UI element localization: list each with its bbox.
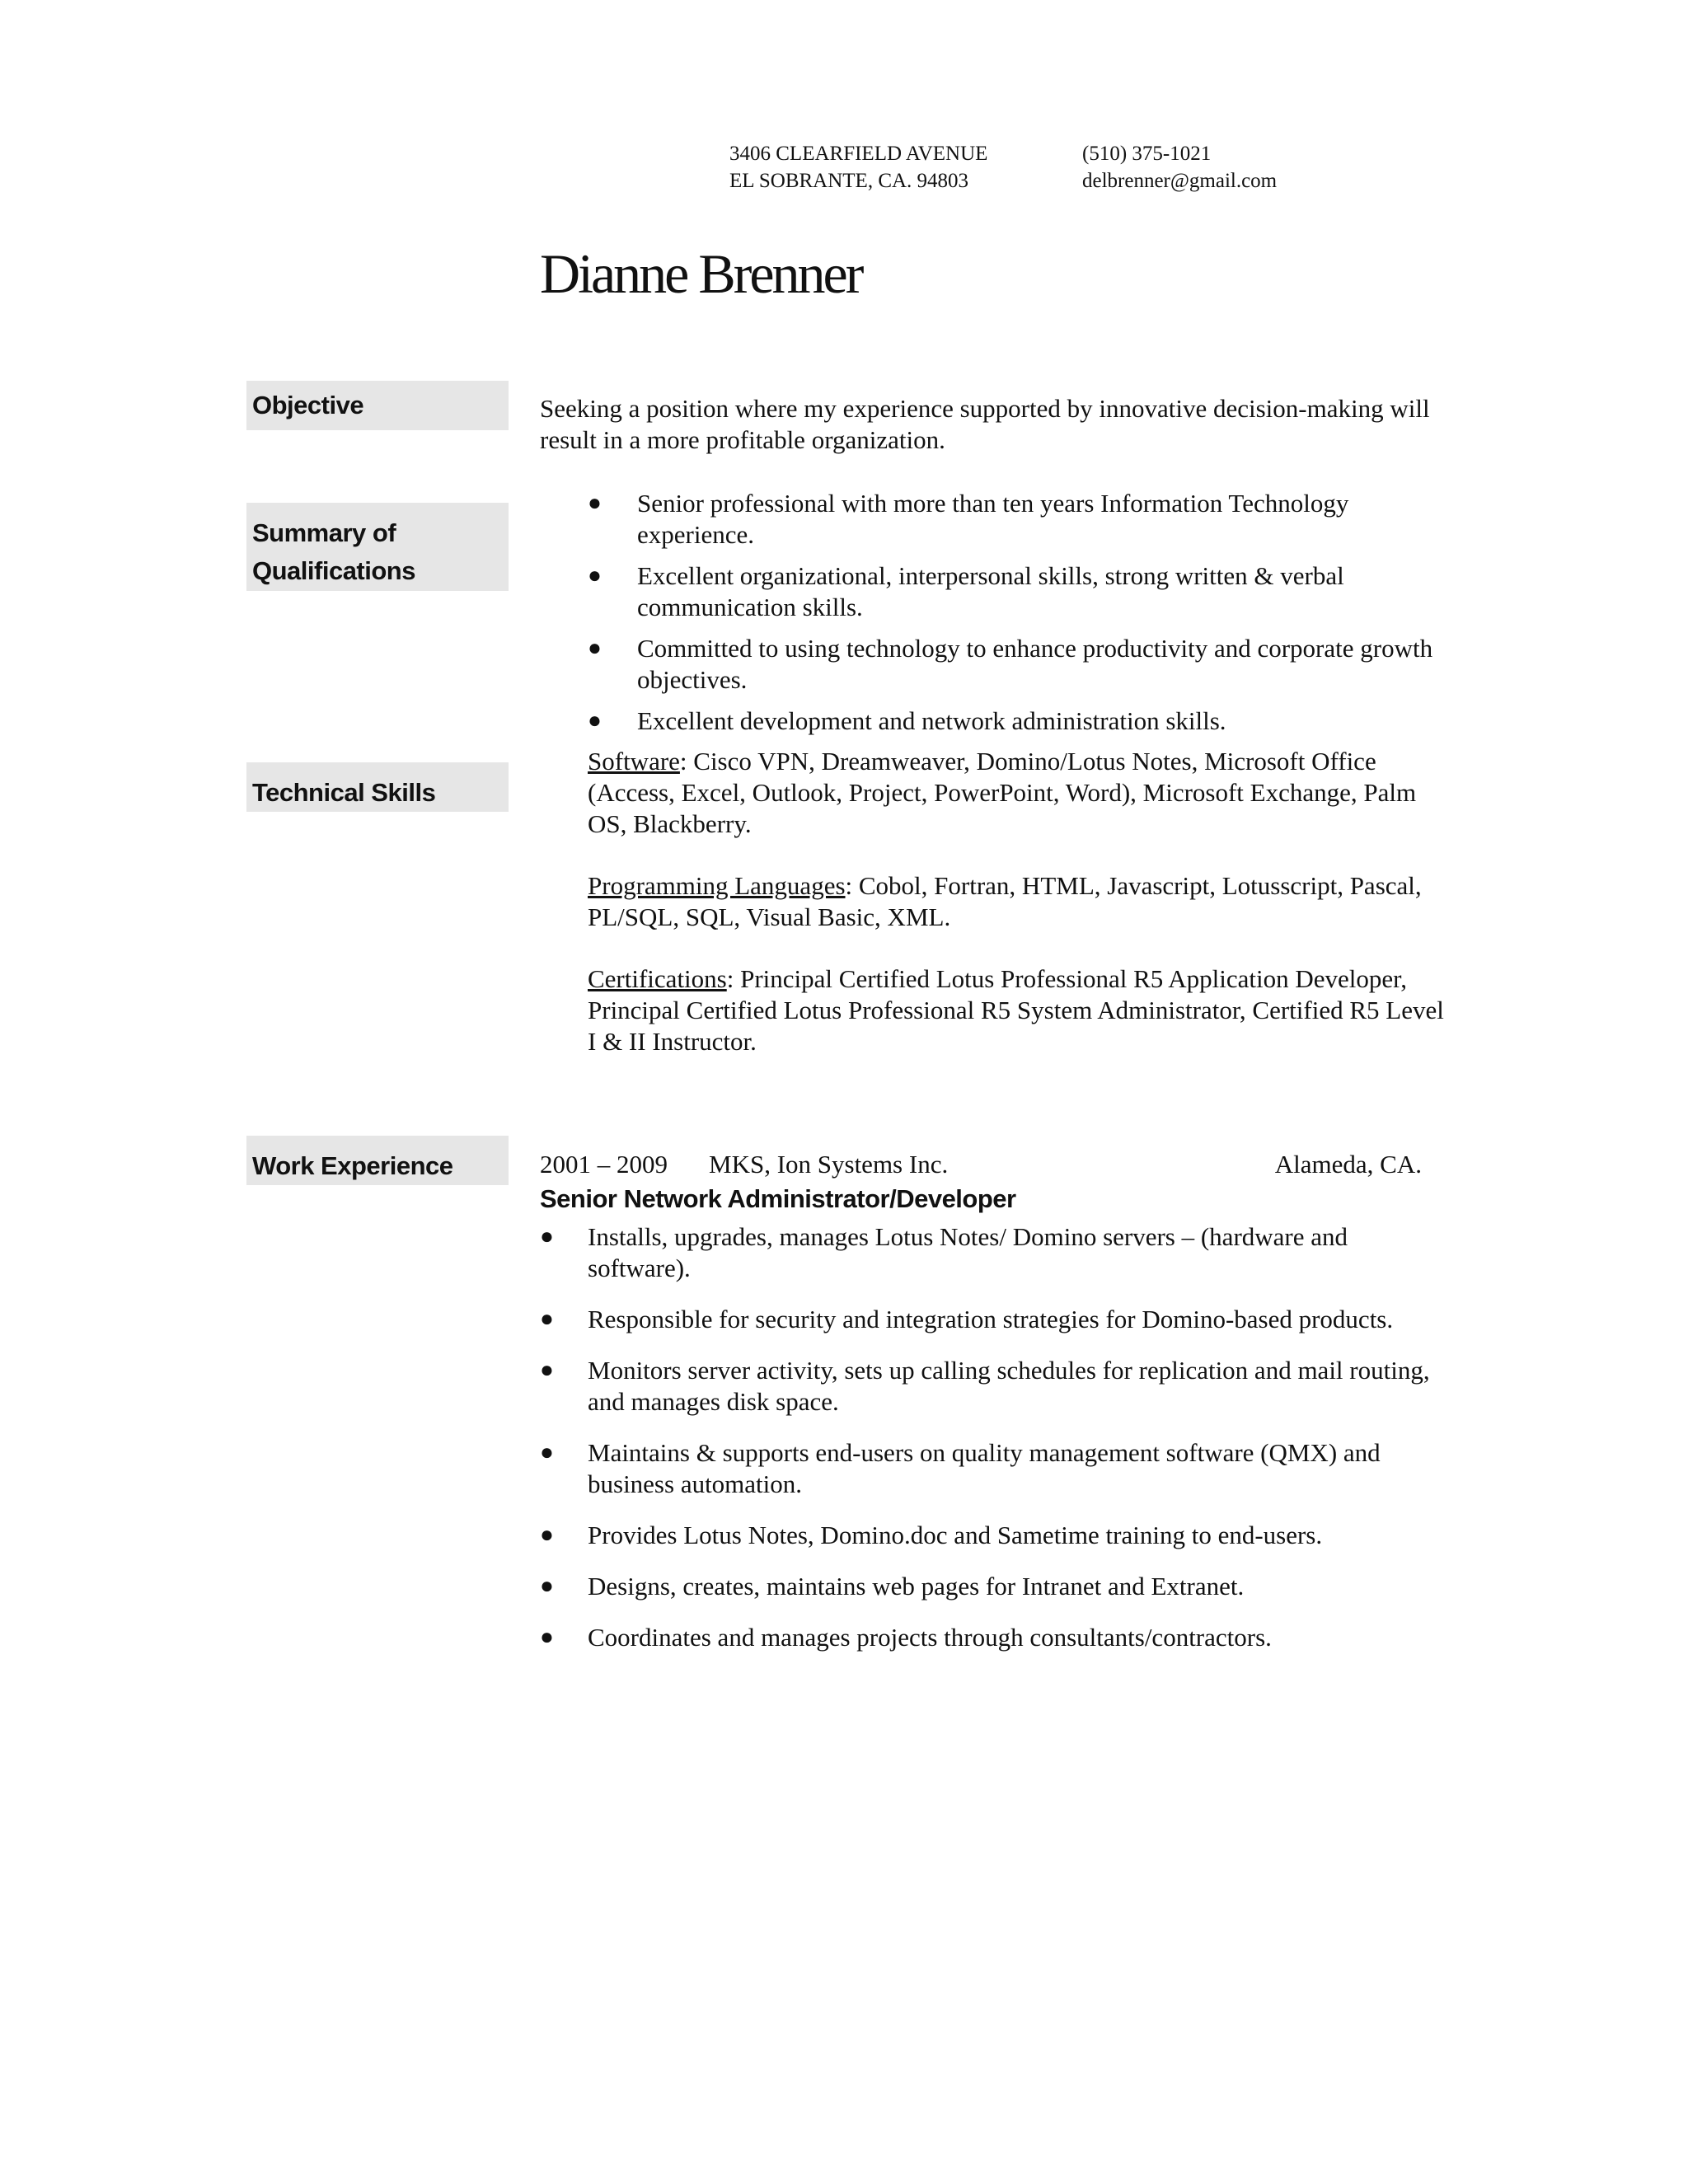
job-header	[540, 1149, 1422, 1182]
bullet-icon: ●	[588, 490, 602, 516]
duty-item	[540, 1622, 1438, 1653]
summary-label-line-2: Qualifications	[252, 556, 415, 585]
section-label-technical-skills: Technical Skills	[246, 762, 509, 812]
bullet-icon: ●	[540, 1624, 554, 1650]
duty-text: Installs, upgrades, manages Lotus Notes/ Domino servers – (hardware and software).	[588, 1222, 1348, 1282]
software-label: Software	[588, 747, 680, 776]
bullet-icon: ●	[588, 708, 602, 733]
programming-text: : Cobol, Fortran, HTML, Javascript, Lotusscript, Pascal, PL/SQL, SQL, Visual Basic, XML.	[588, 871, 1422, 931]
duty-item	[540, 1355, 1438, 1418]
duty-text: Provides Lotus Notes, Domino.doc and Sametime training to end-users.	[588, 1521, 1323, 1549]
bullet-icon: ●	[540, 1357, 554, 1383]
candidate-name: Dianne Brenner	[540, 242, 862, 305]
summary-label-line-1: Summary of	[252, 518, 396, 547]
job-title: Senior Network Administrator/Developer	[540, 1184, 1016, 1213]
certifications-text: : Principal Certified Lotus Professional R5 Application Developer, Principal Certified Lotus Professional R5 System Administrator, Certified R5 Level I & II Instructor.	[588, 964, 1444, 1056]
bullet-icon: ●	[540, 1224, 554, 1249]
email-address: delbrenner@gmail.com	[1082, 170, 1278, 192]
bullet-icon: ●	[588, 563, 602, 588]
summary-item-text: Excellent organizational, interpersonal skills, strong written & verbal communication skills.	[637, 561, 1344, 621]
duty-item	[540, 1221, 1438, 1284]
duty-text: Monitors server activity, sets up calling schedules for replication and mail routing, and manages disk space.	[588, 1356, 1430, 1416]
address-line-1: 3406 CLEARFIELD AVENUE	[729, 143, 988, 165]
contact-phone-email	[1082, 140, 1277, 194]
address-line-2: EL SOBRANTE, CA. 94803	[729, 170, 969, 192]
programming-label: Programming Languages	[588, 871, 846, 900]
summary-item	[588, 633, 1445, 696]
job-company: MKS, Ion Systems Inc.	[709, 1150, 949, 1179]
summary-list	[588, 488, 1445, 747]
duty-text: Designs, creates, maintains web pages for Intranet and Extranet.	[588, 1572, 1245, 1601]
contact-address	[729, 140, 987, 194]
summary-item-text: Senior professional with more than ten years Information Technology experience.	[637, 489, 1349, 549]
software-paragraph	[588, 746, 1445, 840]
bullet-icon: ●	[540, 1522, 554, 1548]
certifications-paragraph	[588, 963, 1445, 1057]
bullet-icon: ●	[540, 1573, 554, 1599]
section-label-summary	[246, 503, 509, 591]
summary-item	[588, 705, 1445, 737]
duty-item	[540, 1571, 1438, 1602]
bullet-icon: ●	[540, 1306, 554, 1332]
summary-item-text: Excellent development and network administration skills.	[637, 706, 1226, 735]
summary-item-text: Committed to using technology to enhance productivity and corporate growth objectives.	[637, 634, 1433, 694]
summary-item	[588, 488, 1445, 551]
duty-item	[540, 1437, 1438, 1500]
section-label-objective: Objective	[246, 381, 509, 430]
summary-item	[588, 560, 1445, 623]
duty-text: Maintains & supports end-users on quality management software (QMX) and business automation.	[588, 1438, 1381, 1498]
section-label-work-experience: Work Experience	[246, 1136, 509, 1185]
programming-paragraph	[588, 870, 1445, 933]
bullet-icon: ●	[588, 635, 602, 661]
phone-number: (510) 375-1021	[1082, 143, 1212, 165]
job-years: 2001 – 2009	[540, 1150, 668, 1179]
bullet-icon: ●	[540, 1440, 554, 1465]
duty-text: Responsible for security and integration strategies for Domino-based products.	[588, 1305, 1394, 1333]
certifications-label: Certifications	[588, 964, 727, 993]
software-text: : Cisco VPN, Dreamweaver, Domino/Lotus Notes, Microsoft Office (Access, Excel, Outlook, Project, PowerPoint, Word), Microsoft Exchange, Palm OS, Blackberry.	[588, 747, 1417, 838]
duty-text: Coordinates and manages projects through consultants/contractors.	[588, 1623, 1272, 1652]
objective-text: Seeking a position where my experience supported by innovative decision-making will result in a more profitable organization.	[540, 394, 1430, 454]
duty-item	[540, 1304, 1438, 1335]
duty-item	[540, 1520, 1438, 1551]
job-location: Alameda, CA.	[1274, 1150, 1422, 1179]
job-duties-list	[540, 1221, 1438, 1673]
technical-skills-block	[588, 746, 1445, 1088]
